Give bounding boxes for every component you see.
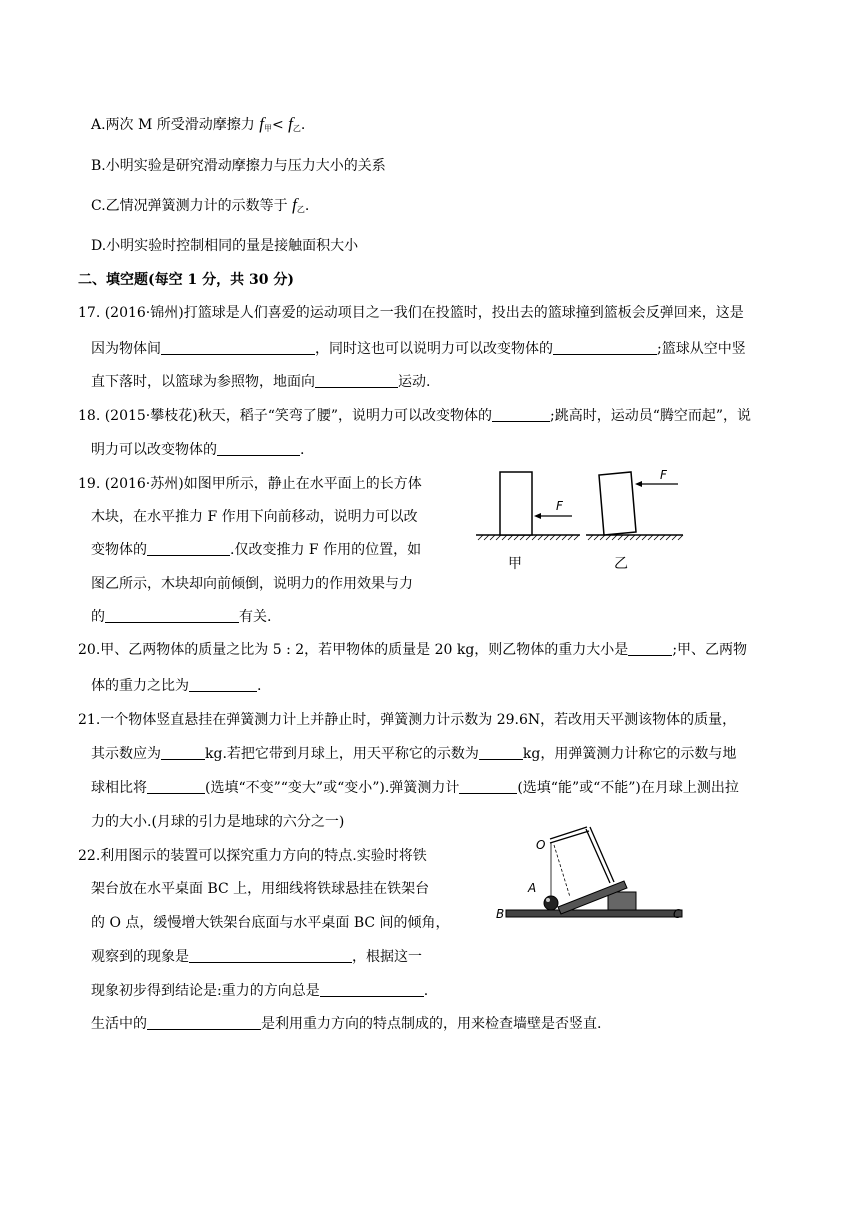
blank (459, 779, 517, 794)
q19-line3: 变物体的 .仅改变推力 F 作用的位置，如 (91, 542, 422, 558)
blank (479, 745, 523, 760)
q21-line1: 21.一个物体竖直悬挂在弹簧测力计上并静止时，弹簧测力计示数为 29.6N，若改用天平测该物体的质量， (78, 712, 737, 728)
q17-line1: 17. (2016·锦州)打篮球是人们喜爱的运动项目之一我们在投篮时，投出去的篮球撞到篮板会反弹回来，这是 (78, 305, 744, 321)
q22-line6: 生活中的 是利用重力方向的特点制成的，用来检查墙壁是否竖直. (91, 1016, 602, 1032)
blank (315, 373, 398, 388)
label-yi: 乙 (614, 556, 628, 572)
option-b: B.小明实验是研究滑动摩擦力与压力大小的关系 (91, 158, 386, 174)
q18-line1: 18. (2015·攀枝花)秋天，稻子“笑弯了腰”，说明力可以改变物体的 ;跳高时，运动员“腾空而起”，说 (78, 408, 752, 424)
q22-line2: 架台放在水平桌面 BC 上，用细线将铁球悬挂在铁架台 (91, 881, 430, 897)
q22-line5: 现象初步得到结论是:重力的方向总是 . (91, 983, 429, 999)
blank (553, 340, 657, 355)
blank (189, 948, 352, 963)
option-c: C.乙情况弹簧测力计的示数等于 $f_乙$. (91, 195, 310, 214)
blank (147, 541, 230, 556)
blank (217, 441, 300, 456)
gravity-apparatus-figure (492, 815, 692, 930)
q22-line1: 22.利用图示的装置可以探究重力方向的特点.实验时将铁 (78, 848, 427, 864)
q17-line2: 因为物体间 ，同时这也可以说明力可以改变物体的 ;篮球从空中竖 (91, 341, 746, 357)
iron-ball (544, 896, 558, 910)
q17-line3: 直下落时，以篮球为参照物，地面向 运动. (91, 374, 431, 390)
section-title: 二、填空题(每空 1 分，共 30 分) (78, 272, 294, 288)
label-jia: 甲 (508, 556, 522, 572)
support-block (608, 892, 636, 910)
blank (147, 779, 205, 794)
point-a-label: A (528, 881, 537, 895)
force-label: F (556, 499, 563, 513)
block-push-figure (468, 468, 688, 580)
q19-line2: 木块，在水平推力 F 作用下向前移动，说明力可以改 (91, 509, 418, 525)
q22-line4: 观察到的现象是 ，根据这一 (91, 949, 422, 965)
option-a: A.两次 M 所受滑动摩擦力 $f_甲< f_乙$. (91, 114, 306, 133)
blank (320, 982, 424, 997)
upright-block (500, 472, 532, 535)
blank (105, 608, 239, 623)
blank (161, 745, 205, 760)
blank (147, 1015, 261, 1030)
blank (628, 641, 672, 656)
tilted-block (599, 472, 636, 535)
point-o-label: O (536, 838, 546, 852)
point-b-label: B (496, 907, 505, 921)
q19-line4: 图乙所示，木块却向前倾倒，说明力的作用效果与力 (91, 576, 413, 592)
q21-line4: 力的大小.(月球的引力是地球的六分之一) (91, 814, 345, 830)
q18-line2: 明力可以改变物体的 . (91, 442, 305, 458)
table-bc (506, 910, 682, 917)
q19-line5: 的 有关. (91, 609, 272, 625)
point-c-label: C (673, 907, 682, 921)
q19-line1: 19. (2016·苏州)如图甲所示，静止在水平面上的长方体 (78, 476, 422, 492)
option-d: D.小明实验时控制相同的量是接触面积大小 (91, 238, 359, 254)
blank (492, 407, 550, 422)
blank (189, 677, 257, 692)
blank (161, 340, 315, 355)
q20-line1: 20.甲、乙两物体的质量之比为 5 : 2，若甲物体的质量是 20 kg，则乙物体的重力大小是 ;甲、乙两物 (78, 642, 748, 658)
force-label: F (660, 468, 667, 482)
q21-line3: 球相比将 (选填“不变”“变大”或“变小”).弹簧测力计 (选填“能”或“不能”)在月球上测出拉 (91, 780, 739, 796)
q20-line2: 体的重力之比为 . (91, 678, 262, 694)
q21-line2: 其示数应为 kg.若把它带到月球上，用天平称它的示数为 kg，用弹簧测力计称它的示数与地 (91, 746, 737, 762)
q22-line3: 的 O 点，缓慢增大铁架台底面与水平桌面 BC 间的倾角， (91, 915, 450, 931)
